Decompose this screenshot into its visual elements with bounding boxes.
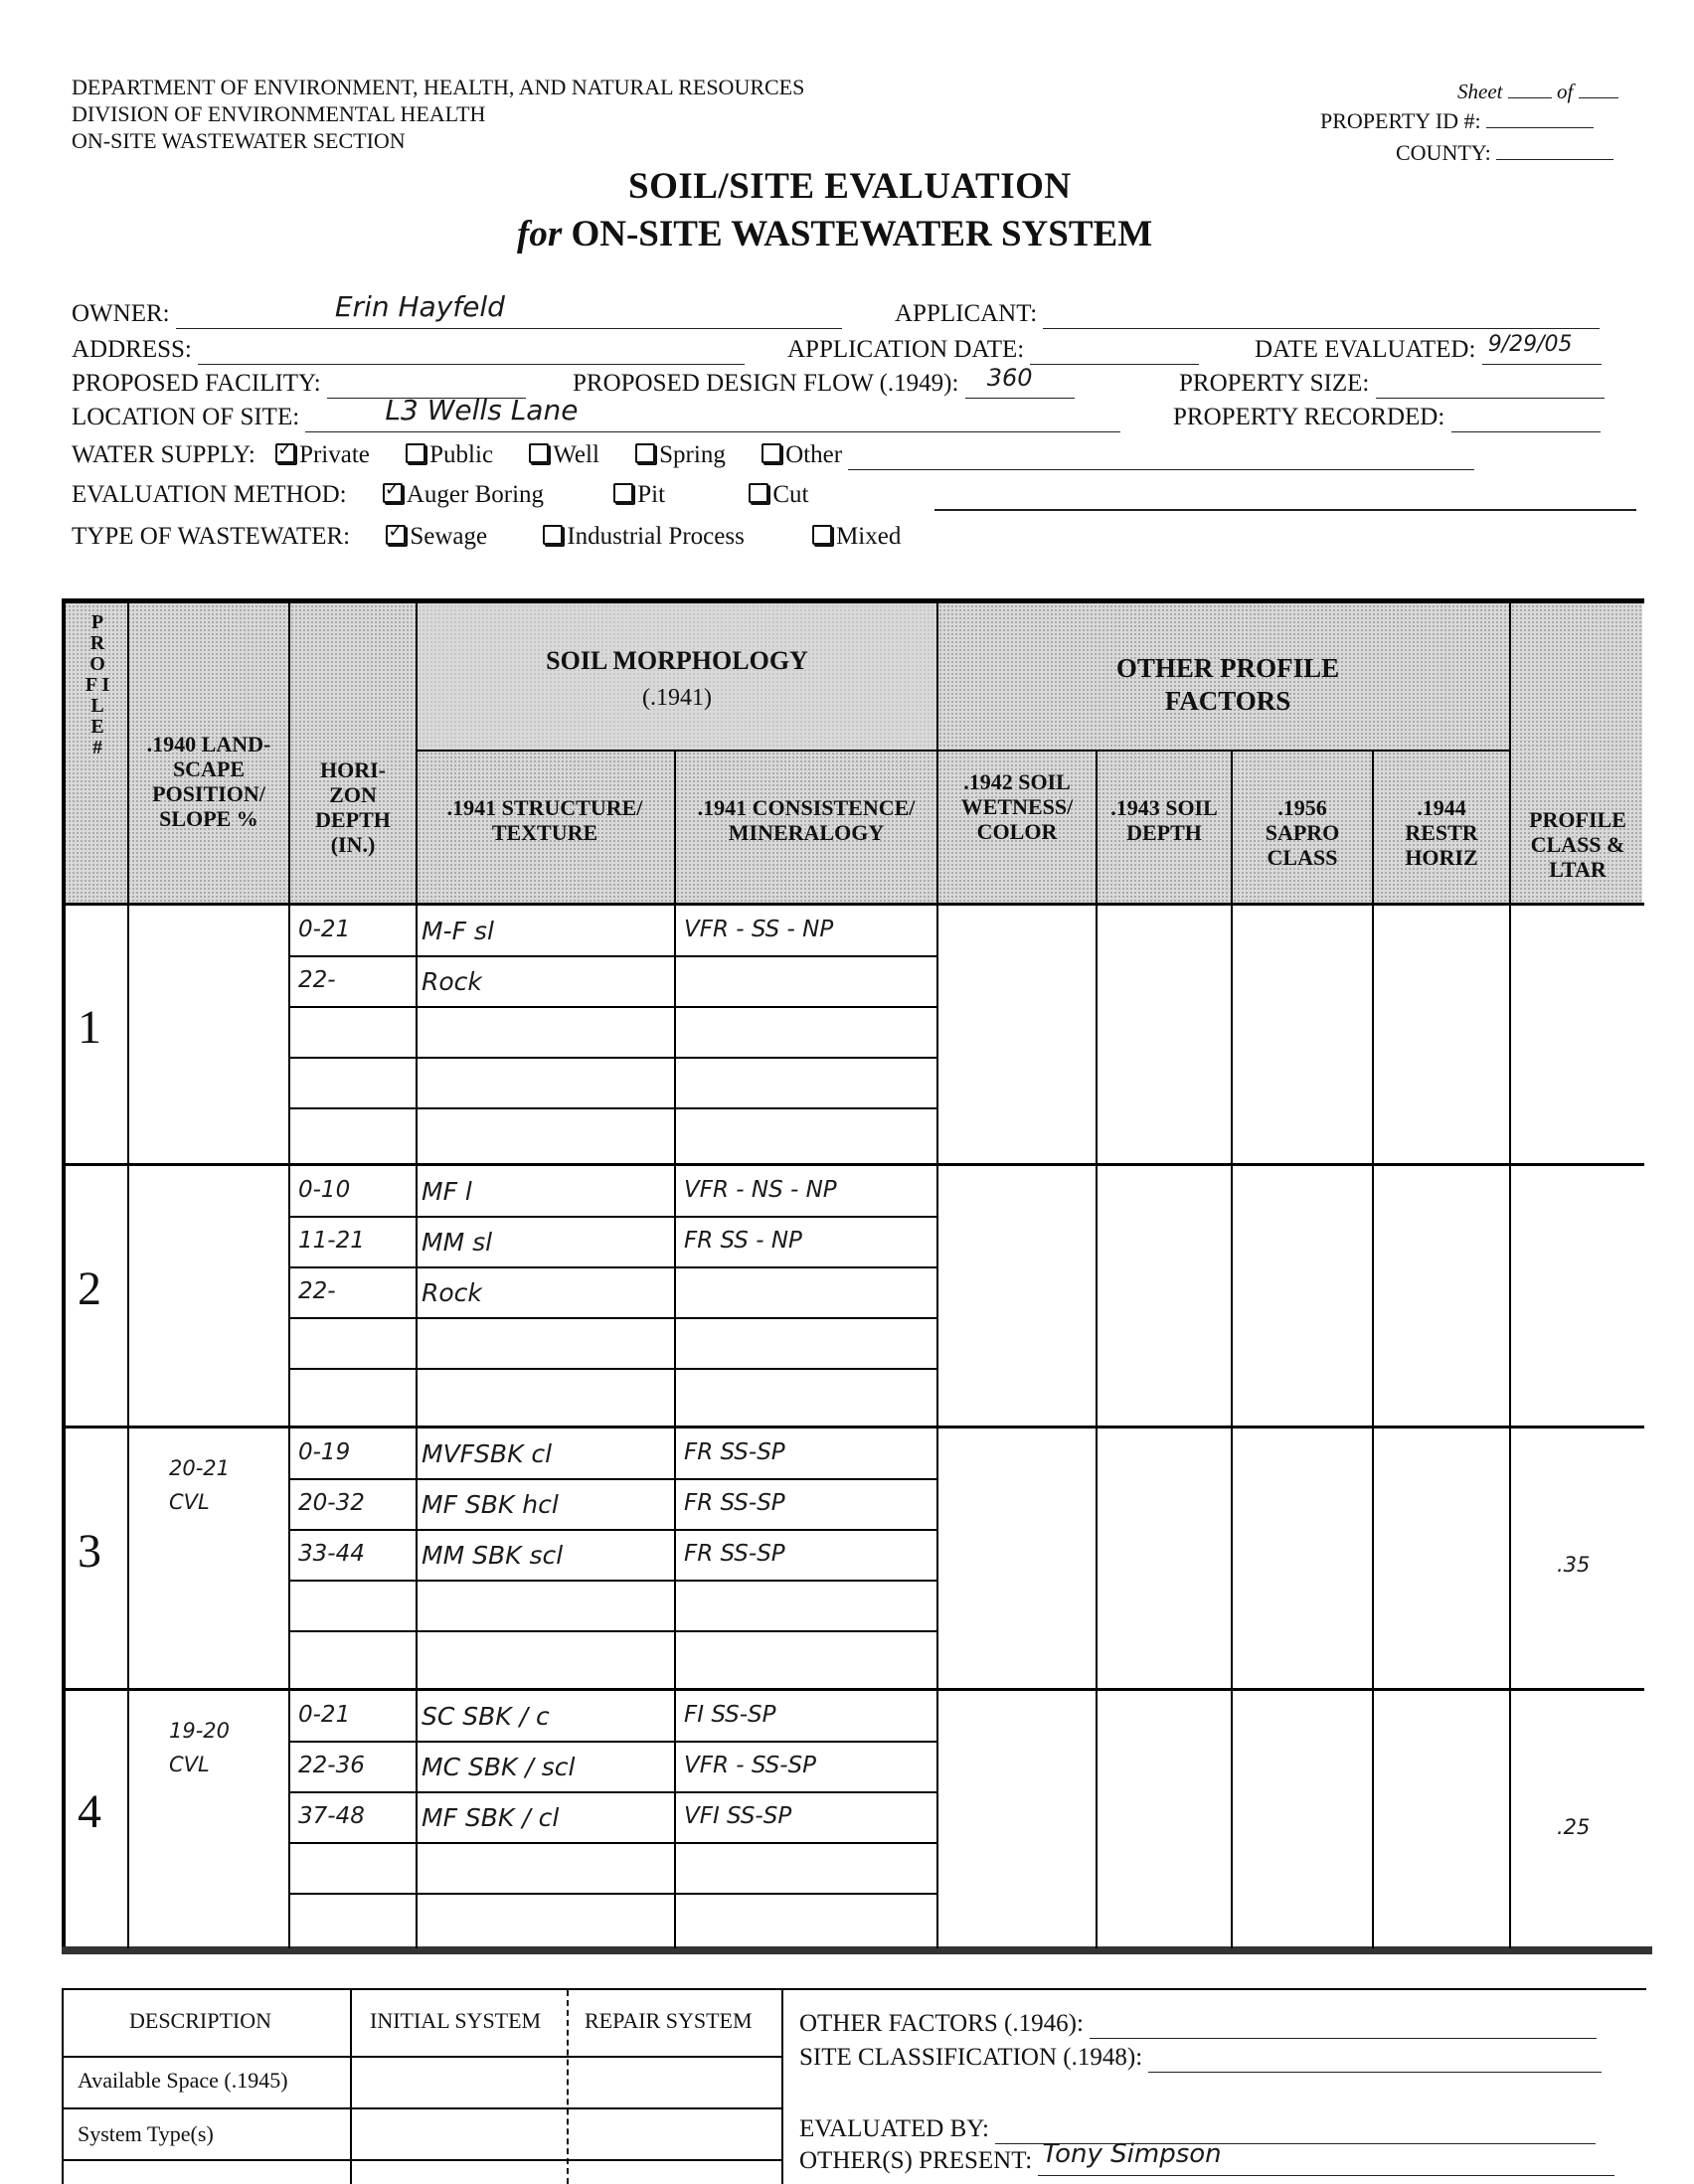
owner-field[interactable]: [176, 290, 842, 329]
ww-industrial-checkbox[interactable]: [543, 525, 563, 545]
horizon-depth-cell: 22-: [298, 1278, 336, 1304]
site-class-row: [799, 2044, 1602, 2073]
horizon-row-line: [288, 1006, 938, 1008]
application-date-row: [787, 336, 1199, 365]
water-other-field[interactable]: [848, 441, 1474, 470]
application-date-field[interactable]: [1030, 336, 1199, 365]
water-public-option[interactable]: [406, 441, 493, 468]
of-field[interactable]: [1579, 97, 1618, 98]
water-spring-text: Spring: [659, 441, 726, 468]
horizon-depth-cell: 0-10: [298, 1177, 351, 1203]
bottom-repair-divider: [781, 1990, 783, 2184]
evaluated-by-label: EVALUATED BY:: [799, 2115, 989, 2142]
eval-auger-option[interactable]: [383, 481, 544, 508]
dept-line-1: DEPARTMENT OF ENVIRONMENT, HEALTH, AND NATURAL RESOURCES: [72, 75, 805, 99]
property-id-row: [1320, 107, 1594, 134]
property-id-label: PROPERTY ID #:: [1320, 108, 1481, 133]
horizon-row-line: [288, 1580, 938, 1582]
water-public-checkbox[interactable]: [406, 443, 425, 463]
sheet-label: Sheet: [1457, 80, 1503, 103]
location-row: [72, 394, 1120, 432]
profile-number: 1: [78, 1001, 101, 1054]
horizon-depth-cell: 20-32: [298, 1490, 365, 1516]
location-value: L3 Wells Lane: [385, 394, 579, 426]
water-well-text: Well: [553, 441, 599, 468]
department-header: [72, 74, 804, 154]
profile-sep-2: [64, 1426, 1644, 1428]
profile-col-header: P R O F I L E #: [85, 611, 110, 758]
profile-sep-3: [64, 1688, 1644, 1691]
evaluation-method-row: [72, 481, 808, 509]
structure-texture-cell: MVFSBK cl: [422, 1439, 553, 1468]
bottom-row-line-1: [62, 2056, 781, 2058]
landscape-position: 20-21 CVL: [169, 1456, 231, 1514]
application-date-label: APPLICATION DATE:: [787, 336, 1025, 363]
eval-pit-checkbox[interactable]: [613, 483, 633, 503]
header-bottom-line: [64, 903, 1644, 906]
horizon-depth-cell: 22-36: [298, 1753, 365, 1778]
structure-texture-cell: Rock: [422, 967, 482, 996]
other-factors-label: OTHER FACTORS (.1946):: [799, 2010, 1084, 2037]
horizon-row-line: [288, 1529, 938, 1531]
applicant-row: [895, 300, 1600, 329]
ww-sewage-text: Sewage: [410, 523, 488, 550]
horizon-row-line: [288, 1368, 938, 1370]
wetness-col-header: .1942 SOIL WETNESS/ COLOR: [960, 769, 1074, 844]
consistence-col-header: .1941 CONSISTENCE/ MINERALOGY: [697, 795, 916, 845]
eval-cut-text: Cut: [772, 481, 809, 508]
county-label: COUNTY:: [1396, 140, 1491, 165]
table-bottom-border: [62, 1946, 1652, 1954]
horizon-row-line: [288, 1842, 938, 1844]
col-line-2: [288, 600, 290, 1948]
restr-col-header: .1944 RESTR HORIZ: [1405, 795, 1478, 870]
other-factors-field[interactable]: [1090, 2010, 1597, 2039]
water-well-checkbox[interactable]: [529, 443, 549, 463]
horizon-row-line: [288, 1057, 938, 1059]
water-private-option[interactable]: [275, 441, 370, 468]
structure-texture-cell: MM sl: [422, 1228, 493, 1257]
structure-texture-cell: M-F sl: [422, 917, 494, 945]
horizon-row-line: [288, 1107, 938, 1109]
form-subtitle: [517, 213, 1152, 255]
eval-auger-text: Auger Boring: [406, 481, 545, 508]
water-supply-row: [72, 441, 1474, 470]
consistence-cell: FR SS - NP: [684, 1228, 802, 1254]
horizon-row-line: [288, 1630, 938, 1632]
structure-texture-cell: MC SBK / scl: [422, 1753, 576, 1781]
owner-label: OWNER:: [72, 300, 170, 327]
property-recorded-field[interactable]: [1451, 404, 1601, 432]
horizon-row-line: [288, 1741, 938, 1743]
proposed-facility-label: PROPOSED FACILITY:: [72, 370, 321, 397]
sheet-number: [1457, 80, 1618, 104]
eval-method-underline: [934, 509, 1636, 511]
consistence-cell: FI SS-SP: [684, 1702, 776, 1728]
ww-sewage-option[interactable]: [386, 523, 487, 550]
water-public-text: Public: [429, 441, 494, 468]
horizon-row-line: [288, 1317, 938, 1319]
form-title: SOIL/SITE EVALUATION: [628, 166, 1072, 207]
owner-value: Erin Hayfeld: [334, 290, 505, 323]
consistence-cell: VFR - SS - NP: [684, 917, 834, 942]
design-flow-value: 360: [986, 364, 1033, 392]
table-top-border: [62, 598, 1644, 603]
others-present-field[interactable]: [1038, 2139, 1614, 2176]
horizon-depth-cell: 0-21: [298, 1702, 351, 1728]
title-for: for: [517, 214, 563, 254]
col-line-8: [1372, 752, 1374, 1948]
date-evaluated-label: DATE EVALUATED:: [1255, 336, 1476, 363]
property-size-row: [1179, 370, 1605, 399]
profile-class-ltar: .25: [1557, 1815, 1591, 1839]
owner-row: [72, 290, 842, 329]
soil-morph-code: (.1941): [642, 685, 712, 711]
eval-auger-checkbox[interactable]: [383, 483, 403, 503]
consistence-cell: VFI SS-SP: [684, 1803, 792, 1829]
col-line-7: [1231, 752, 1233, 1948]
horizon-row-line: [288, 1893, 938, 1895]
horizon-depth-cell: 11-21: [298, 1228, 365, 1254]
property-id-field[interactable]: [1486, 127, 1594, 128]
horizon-depth-cell: 0-19: [298, 1439, 351, 1465]
county-row: [1396, 139, 1613, 166]
available-space-label: Available Space (.1945): [78, 2068, 288, 2093]
address-field[interactable]: [198, 336, 745, 365]
profile-number: 4: [78, 1785, 101, 1838]
landscape-position: 19-20 CVL: [169, 1719, 231, 1776]
property-size-label: PROPERTY SIZE:: [1179, 370, 1370, 397]
of-label: of: [1556, 80, 1574, 103]
col-line-9: [1509, 600, 1511, 1948]
horizon-row-line: [288, 1266, 938, 1268]
others-present-value: Tony Simpson: [1042, 2139, 1222, 2169]
structure-texture-cell: MF SBK hcl: [422, 1490, 559, 1519]
table-left-border: [62, 598, 66, 1952]
date-evaluated-field[interactable]: [1482, 332, 1602, 365]
wastewater-label: TYPE OF WASTEWATER:: [72, 523, 351, 550]
eval-method-label: EVALUATION METHOD:: [72, 481, 347, 508]
profile-sep-1: [64, 1163, 1644, 1166]
ww-industrial-option[interactable]: [543, 523, 744, 550]
bottom-row-line-3: [62, 2159, 781, 2161]
eval-cut-checkbox[interactable]: [749, 483, 768, 503]
ww-mixed-text: Mixed: [836, 523, 902, 550]
structure-texture-cell: MM SBK scl: [422, 1541, 564, 1570]
water-spring-checkbox[interactable]: [635, 443, 655, 463]
sapro-col-header: .1956 SAPRO CLASS: [1265, 795, 1340, 870]
horizon-row-line: [288, 1791, 938, 1793]
property-size-field[interactable]: [1376, 370, 1605, 399]
structure-texture-cell: Rock: [422, 1278, 482, 1307]
other-factors-header: OTHER PROFILE FACTORS: [1115, 653, 1340, 716]
address-row: [72, 336, 745, 365]
profile-number: 3: [78, 1525, 101, 1578]
ww-mixed-option[interactable]: [812, 523, 901, 550]
initial-system-col-header: INITIAL SYSTEM: [370, 2008, 542, 2033]
ww-industrial-text: Industrial Process: [567, 523, 745, 550]
design-flow-row: [573, 364, 1075, 399]
address-label: ADDRESS:: [72, 336, 192, 363]
water-other-checkbox[interactable]: [762, 443, 781, 463]
col-line-6: [1096, 752, 1098, 1948]
soil-morph-shade-block: [418, 600, 936, 752]
bottom-desc-divider: [350, 1990, 352, 2184]
structure-col-header: .1941 STRUCTURE/ TEXTURE: [446, 795, 643, 845]
applicant-field[interactable]: [1043, 300, 1600, 329]
water-well-option[interactable]: [529, 441, 599, 468]
col-line-4: [674, 752, 676, 1948]
morph-subheader-line: [418, 750, 1509, 752]
date-evaluated-value: 9/29/05: [1487, 332, 1573, 357]
water-private-text: Private: [299, 441, 370, 468]
horizon-row-line: [288, 1216, 938, 1218]
water-other-text: Other: [785, 441, 843, 468]
site-class-label: SITE CLASSIFICATION (.1948):: [799, 2044, 1143, 2071]
dept-line-3: ON-SITE WASTEWATER SECTION: [72, 128, 406, 153]
profile-class-col-header: PROFILE CLASS & LTAR: [1529, 807, 1626, 882]
water-supply-label: WATER SUPPLY:: [72, 441, 255, 468]
col-line-5: [936, 600, 938, 1948]
other-factors-row: [799, 2010, 1597, 2039]
eval-cut-option[interactable]: [749, 481, 808, 508]
structure-texture-cell: MF l: [422, 1177, 472, 1206]
title-line-2: ON-SITE WASTEWATER SYSTEM: [571, 214, 1153, 254]
wastewater-type-row: [72, 523, 901, 551]
horizon-depth-cell: 37-48: [298, 1803, 365, 1829]
consistence-cell: FR SS-SP: [684, 1439, 785, 1465]
landscape-col-header: .1940 LAND- SCAPE POSITION/ SLOPE %: [146, 732, 271, 831]
horizon-depth-cell: 22-: [298, 967, 336, 993]
structure-texture-cell: SC SBK / c: [422, 1702, 550, 1731]
applicant-label: APPLICANT:: [895, 300, 1038, 327]
consistence-cell: VFR - NS - NP: [684, 1177, 837, 1203]
eval-pit-option[interactable]: [613, 481, 665, 508]
water-other-option[interactable]: [762, 441, 842, 468]
horizon-depth-cell: 33-44: [298, 1541, 365, 1567]
ww-sewage-checkbox[interactable]: [386, 525, 406, 545]
horizon-row-line: [288, 955, 938, 957]
col-line-1: [127, 600, 129, 1948]
horizon-row-line: [288, 1478, 938, 1480]
system-type-label: System Type(s): [78, 2121, 214, 2146]
consistence-cell: FR SS-SP: [684, 1541, 785, 1567]
bottom-left-line: [62, 1988, 64, 2184]
property-recorded-row: [1173, 404, 1601, 432]
structure-texture-cell: MF SBK / cl: [422, 1803, 560, 1832]
others-present-label: OTHER(S) PRESENT:: [799, 2147, 1033, 2174]
water-private-checkbox[interactable]: [275, 443, 295, 463]
sheet-field[interactable]: [1508, 97, 1552, 98]
horizon-col-header: HORI- ZON DEPTH (IN.): [315, 757, 391, 857]
horizon-depth-cell: 0-21: [298, 917, 351, 942]
county-field[interactable]: [1496, 159, 1613, 160]
water-spring-option[interactable]: [635, 441, 726, 468]
location-field[interactable]: [305, 394, 1120, 432]
dept-line-2: DIVISION OF ENVIRONMENTAL HEALTH: [72, 101, 486, 126]
col-line-3: [416, 600, 418, 1948]
eval-pit-text: Pit: [637, 481, 666, 508]
location-label: LOCATION OF SITE:: [72, 404, 300, 430]
bottom-row-line-2: [62, 2107, 781, 2109]
site-class-field[interactable]: [1148, 2044, 1602, 2073]
soil-morph-header: SOIL MORPHOLOGY: [546, 646, 808, 675]
property-recorded-label: PROPERTY RECORDED:: [1173, 404, 1445, 430]
bottom-initial-divider: [567, 1990, 569, 2184]
profile-class-ltar: .35: [1557, 1553, 1591, 1577]
date-evaluated-row: [1255, 332, 1602, 365]
soil-depth-col-header: .1943 SOIL DEPTH: [1110, 795, 1218, 845]
repair-system-col-header: REPAIR SYSTEM: [585, 2008, 753, 2033]
profile-number: 2: [78, 1262, 101, 1315]
design-flow-field[interactable]: [965, 364, 1075, 399]
consistence-cell: FR SS-SP: [684, 1490, 785, 1516]
bottom-top-line: [62, 1988, 1646, 1990]
design-flow-label: PROPOSED DESIGN FLOW (.1949):: [573, 370, 959, 397]
others-present-row: [799, 2139, 1614, 2176]
ww-mixed-checkbox[interactable]: [812, 525, 832, 545]
consistence-cell: VFR - SS-SP: [684, 1753, 817, 1778]
description-col-header: DESCRIPTION: [129, 2008, 272, 2033]
